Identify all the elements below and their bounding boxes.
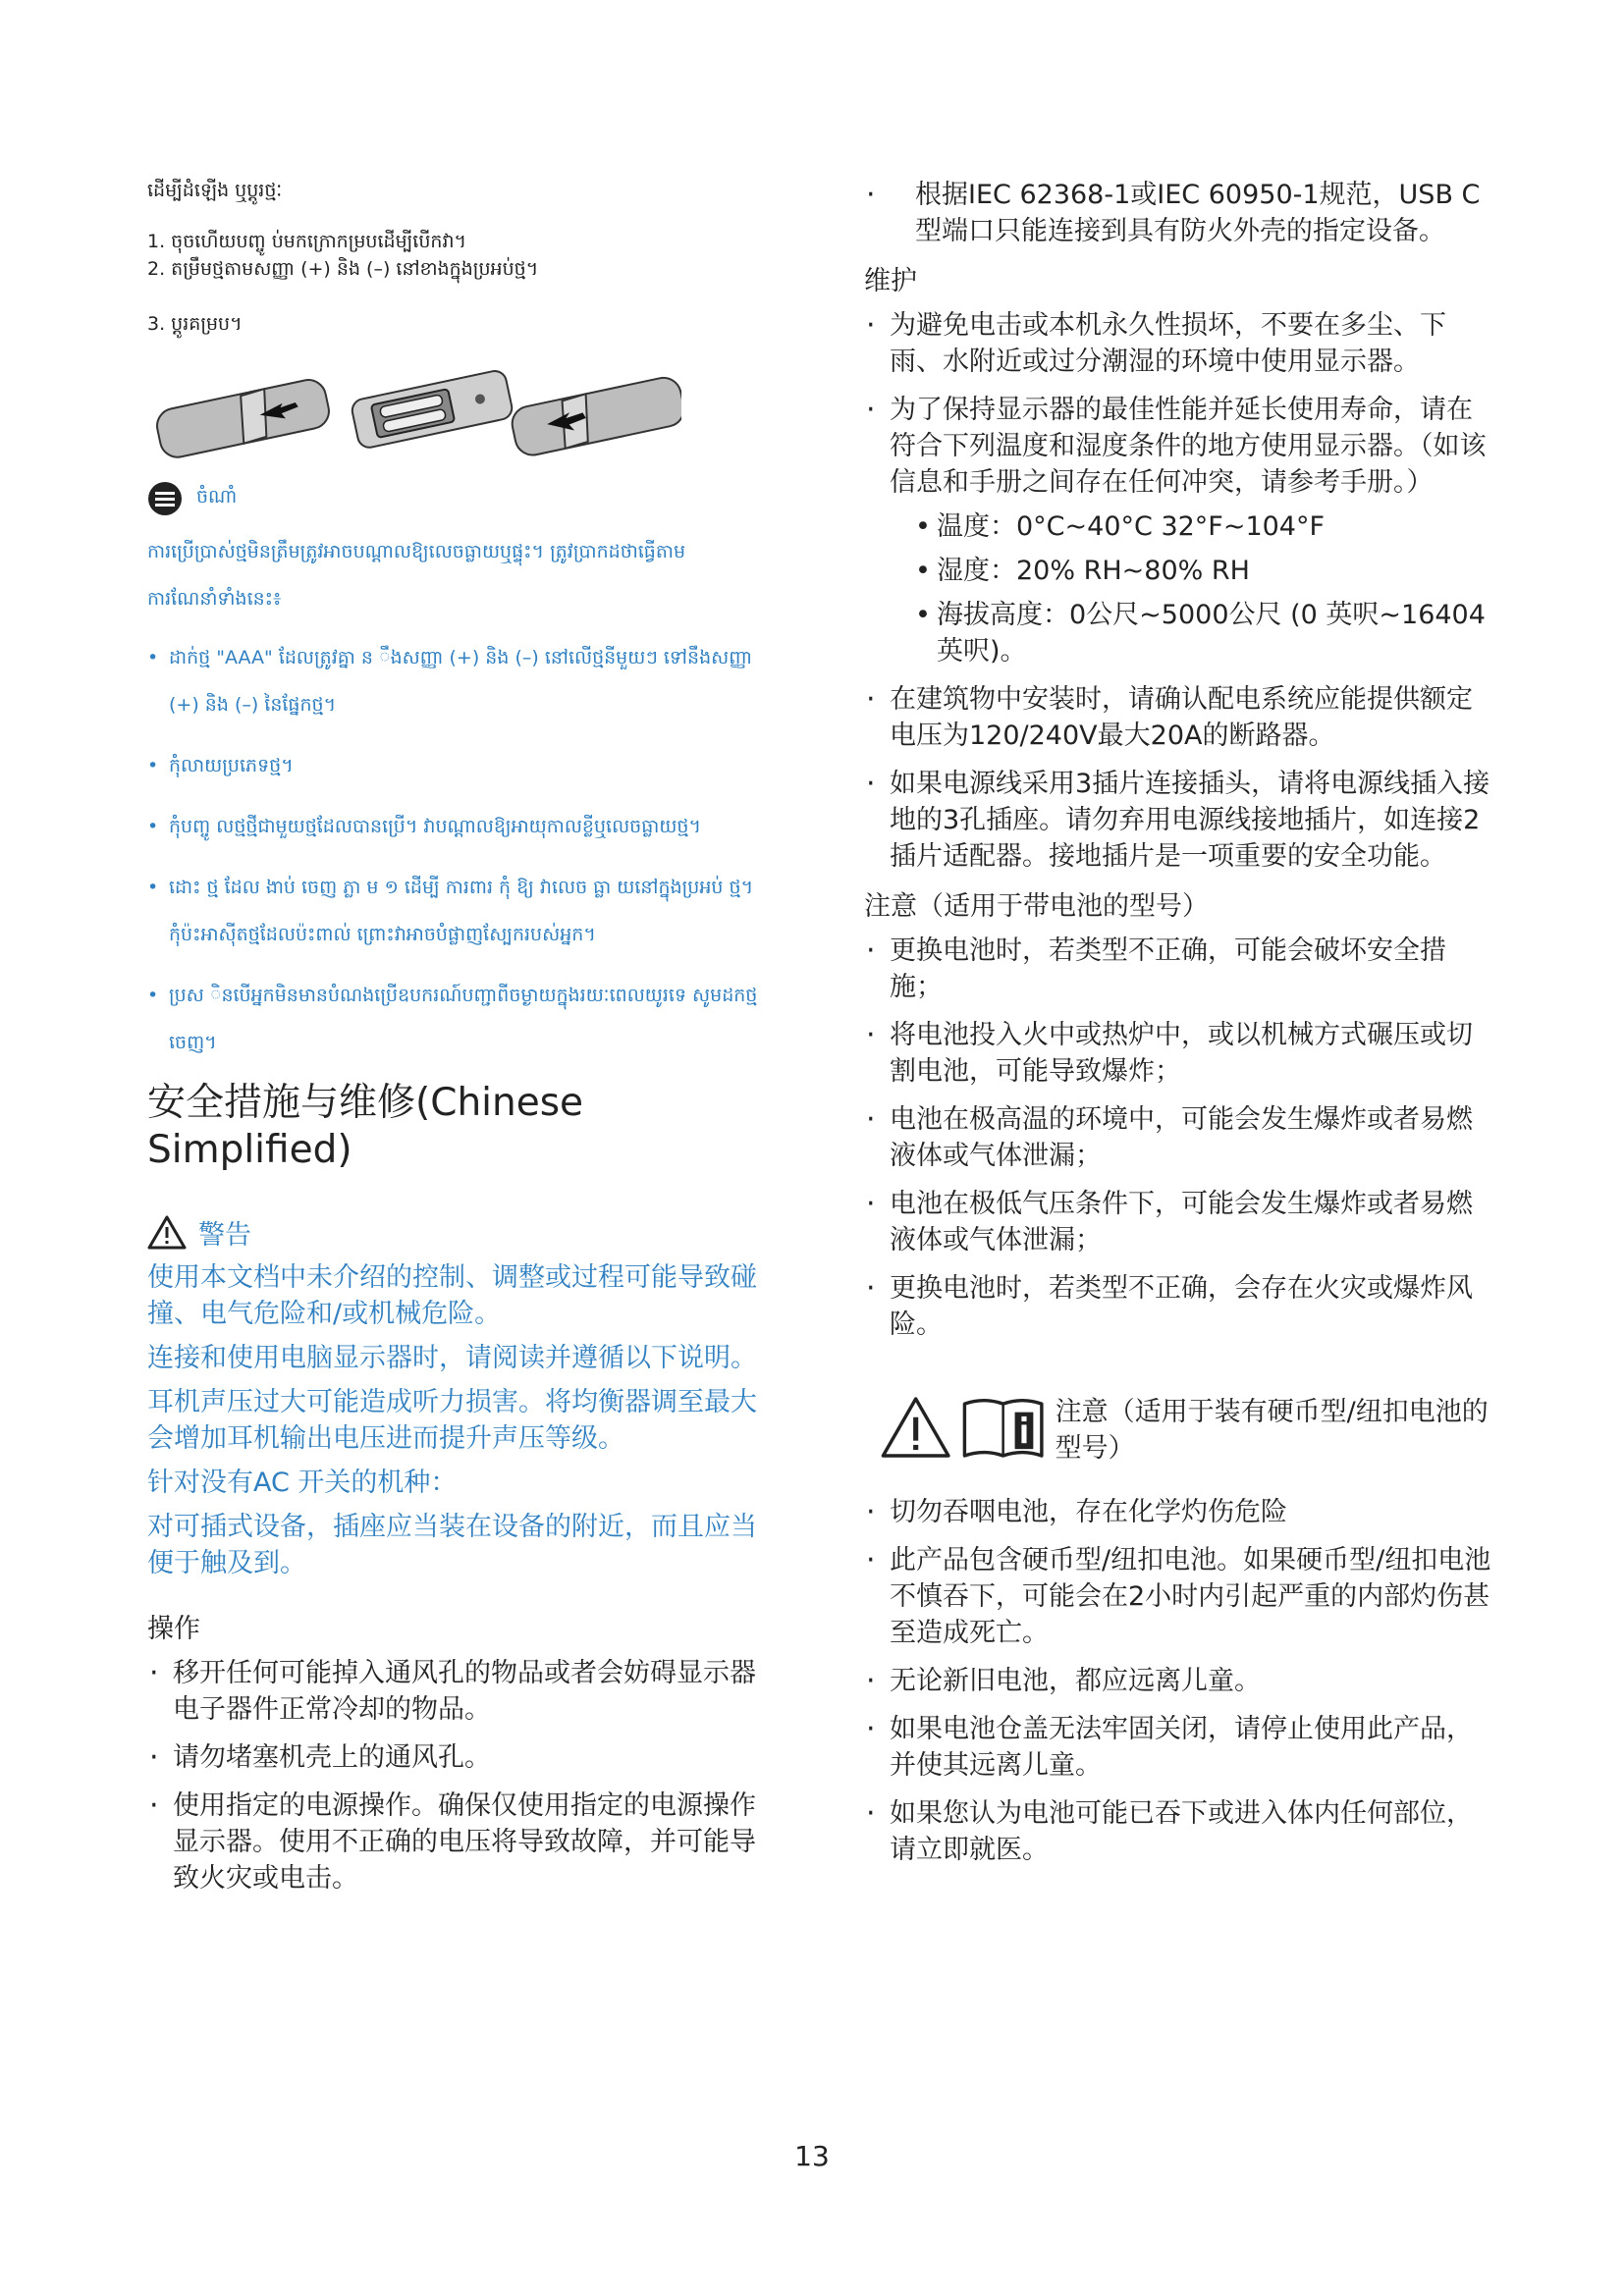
km-bullet-item: • កុំបញ្ចូ លថ្មថ្មីជាមួយថ្មដែលបានប្រើ។ វាបណ្តាលឱ្យអាយុកាលខ្លីឬលេចធ្លាយថ្ម។ bbox=[147, 803, 776, 850]
km-bullet-item: • ដាក់ថ្ម "AAA" ដែលត្រូវគ្នា ន ឹងសញ្ញា (+) និង (–) នៅលើថ្មនីមួយៗ ទៅនឹងសញ្ញា (+) និង (–) នៃផ្នែកថ្ម។ bbox=[147, 634, 776, 728]
operation-heading: 操作 bbox=[147, 1614, 200, 1644]
battery-item: · 电池在极低气压条件下，可能会发生爆炸或者易燃液体或气体泄漏； bbox=[864, 1186, 1492, 1258]
coin-item: · 无论新旧电池，都应远离儿童。 bbox=[864, 1663, 1492, 1699]
km-note-header bbox=[147, 481, 776, 516]
usb-item: · 根据IEC 62368-1或IEC 60950-1规范，USB C型端口只能连接到具有防火外壳的指定设备。 bbox=[864, 177, 1492, 249]
battery-item: · 更换电池时，若类型不正确，可能会破坏安全措施； bbox=[864, 933, 1492, 1005]
km-bullet-item: • ប្រស ិនបើអ្នកមិនមានបំណងប្រើឧបករណ៍បញ្ជាពីចម្ងាយក្នុងរយៈពេលយូរទេ សូមដកថ្មចេញ។ bbox=[147, 972, 776, 1066]
page-number: 13 bbox=[794, 2140, 830, 2172]
usb-list bbox=[864, 177, 1492, 249]
warning-paragraph: 对可插式设备，插座应当装在设备的附近，而且应当便于触及到。 bbox=[147, 1512, 757, 1578]
km-step-1: 1. ចុចហើយបញ្ចូ ប់មកក្រោកម្របដើម្បីបើកវា។ bbox=[147, 231, 467, 252]
operation-item: · 请勿堵塞机壳上的通风孔。 bbox=[147, 1739, 776, 1776]
battery-heading: 注意（适用于带电池的型号） bbox=[864, 891, 1209, 922]
warning-paragraph: 连接和使用电脑显示器时，请阅读并遵循以下说明。 bbox=[147, 1343, 757, 1373]
operation-item: · 移开任何可能掉入通风孔的物品或者会妨碍显示器电子器件正常冷却的物品。 bbox=[147, 1655, 776, 1728]
note-icon bbox=[147, 481, 183, 516]
coin-list bbox=[864, 1494, 1492, 1868]
coin-item: · 如果您认为电池可能已吞下或进入体内任何部位，请立即就医。 bbox=[864, 1795, 1492, 1868]
km-note-line-2: ការណែនាំទាំងនេះ៖ bbox=[147, 588, 282, 610]
battery-item: · 电池在极高温的环境中，可能会发生爆炸或者易燃液体或气体泄漏； bbox=[864, 1101, 1492, 1174]
operation-item: · 使用指定的电源操作。确保仅使用指定的电源操作显示器。使用不正确的电压将导致故障，并可能导致火灾或电击。 bbox=[147, 1788, 776, 1896]
km-bullet-item: • ដោះ ថ្ម ដែល ងាប់ ចេញ ភ្លា ម ១ ដើម្បី ការពារ កុំ ឱ្យ វាលេច ធ្លា យនៅក្នុងប្រអប់ ថ្ម។ កុំប៉ះអាស៊ីតថ្មដែលប៉ះពាល់ ព្រោះវាអាចបំផ្លាញស្បែករបស់អ្នក។ bbox=[147, 864, 776, 958]
warning-label: 警告 bbox=[198, 1220, 251, 1251]
warning-paragraph: 针对没有AC 开关的机种： bbox=[147, 1468, 458, 1498]
coin-item: · 切勿吞咽电池，存在化学灼伤危险 bbox=[864, 1494, 1492, 1530]
warning-paragraph: 使用本文档中未介绍的控制、调整或过程可能导致碰撞、电气危险和/或机械危险。 bbox=[147, 1262, 757, 1329]
maintenance-item: · 为了保持显示器的最佳性能并延长使用寿命，请在符合下列温度和湿度条件的地方使用显示器。（如该信息和手册之间存在任何冲突，请参考手册。） • 温度：0°C~40°C 32°F~104°F • 湿度：20% RH~80% RH • 海拔高度：0公尺~5000公尺 (0 英呎~16404 英呎)。 bbox=[864, 392, 1492, 669]
remote-battery-illustration bbox=[151, 355, 681, 463]
km-note-line-1: ការប្រើប្រាស់ថ្មមិនត្រឹមត្រូវអាចបណ្តាលឱ្យលេចធ្លាយឬផ្ទុះ។ ត្រូវប្រាកដថាធ្វើតាម bbox=[147, 541, 686, 562]
warning-triangle-icon bbox=[147, 1215, 187, 1251]
coin-item: · 此产品包含硬币型/纽扣电池。如果硬币型/纽扣电池不慎吞下，可能会在2小时内引起严重的内部灼伤甚至造成死亡。 bbox=[864, 1542, 1492, 1651]
condition-item: • 湿度：20% RH~80% RH bbox=[890, 553, 1492, 589]
battery-list bbox=[864, 933, 1492, 1343]
km-bullet-list bbox=[147, 634, 776, 1066]
warning-header bbox=[147, 1213, 776, 1252]
maintenance-item: · 如果电源线采用3插片连接插头，请将电源线插入接地的3孔插座。请勿弃用电源线接地插片，如连接2插片适配器。接地插片是一项重要的安全功能。 bbox=[864, 766, 1492, 875]
km-step-3: 3. ប្តូរគម្រប។ bbox=[147, 313, 243, 335]
operation-list bbox=[147, 1655, 776, 1896]
maintenance-heading: 维护 bbox=[864, 266, 917, 296]
coin-heading: 注意（适用于装有硬币型/纽扣电池的型号） bbox=[1055, 1397, 1489, 1464]
condition-item: • 温度：0°C~40°C 32°F~104°F bbox=[890, 508, 1492, 545]
right-column bbox=[864, 177, 1492, 1880]
km-bullet-item: • កុំលាយប្រភេទថ្ម។ bbox=[147, 742, 776, 789]
battery-item: · 更换电池时，若类型不正确，会存在火灾或爆炸风险。 bbox=[864, 1270, 1492, 1343]
battery-item: · 将电池投入火中或热炉中，或以机械方式碾压或切割电池，可能导致爆炸； bbox=[864, 1017, 1492, 1090]
condition-item: • 海拔高度：0公尺~5000公尺 (0 英呎~16404 英呎)。 bbox=[890, 597, 1492, 669]
km-step-2: 2. តម្រឹមថ្មតាមសញ្ញា (+) និង (–) នៅខាងក្នុងប្រអប់ថ្ម។ bbox=[147, 258, 539, 280]
caution-triangle-icon bbox=[880, 1390, 951, 1465]
maintenance-list bbox=[864, 307, 1492, 875]
warning-paragraph: 耳机声压过大可能造成听力损害。将均衡器调至最大会增加耳机输出电压进而提升声压等级。 bbox=[147, 1387, 757, 1454]
maintenance-item: · 为避免电击或本机永久性损坏，不要在多尘、下雨、水附近或过分潮湿的环境中使用显示器。 bbox=[864, 307, 1492, 380]
maintenance-item: · 在建筑物中安装时，请确认配电系统应能提供额定电压为120/240V最大20A的断路器。 bbox=[864, 681, 1492, 754]
coin-item: · 如果电池仓盖无法牢固关闭，请停止使用此产品，并使其远离儿童。 bbox=[864, 1711, 1492, 1784]
left-column bbox=[147, 177, 776, 1908]
km-note-label: ចំណាំ bbox=[196, 486, 238, 507]
manual-info-icon bbox=[961, 1390, 1045, 1465]
coin-battery-notice bbox=[880, 1390, 1492, 1467]
conditions-list bbox=[890, 508, 1492, 669]
km-intro: ដើម្បីដំឡើង ឬប្តូរថ្មៈ bbox=[147, 180, 283, 201]
section-title: 安全措施与维修(Chinese Simplified) bbox=[147, 1081, 584, 1172]
